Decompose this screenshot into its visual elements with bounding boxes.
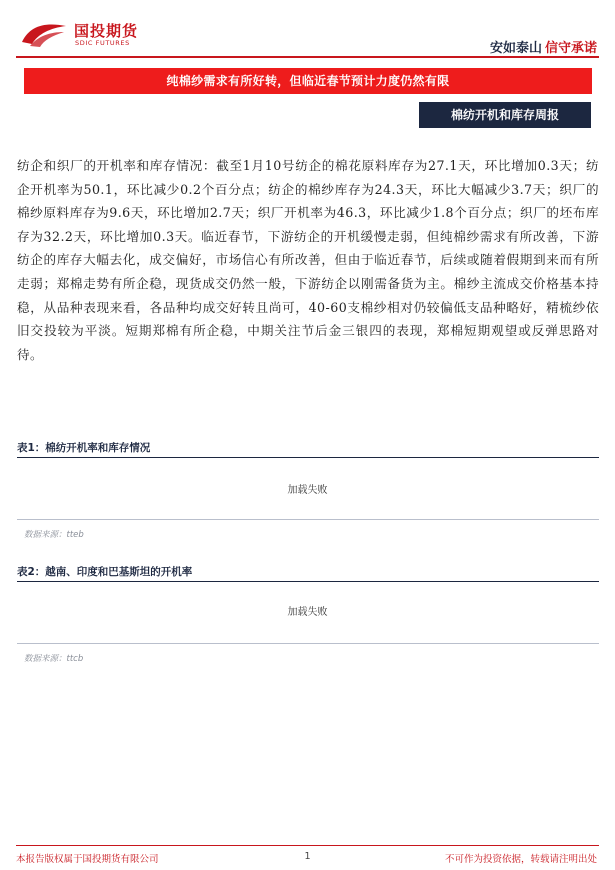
- footer-copyright: 本报告版权属于国投期货有限公司: [16, 854, 159, 865]
- table-1-title: 表1：棉纺开机率和库存情况: [17, 442, 151, 454]
- page-header: [0, 0, 615, 60]
- table-1-load-failed: 加载失败: [287, 485, 328, 496]
- body-paragraph: 纺企和织厂的开机率和库存情况：截至1月10号纺企的棉花原料库存为27.1天，环比增加0.3天；纺企开机率为50.1，环比减少0.2个百分点；纺企的棉纱库存为24.3天，环比大幅减少3.7天；织厂的棉纱原料库存为9.6天，环比增加2.7天；织厂开机率为46.3，环比减少1.8个百分点；织厂的坯布库存为32.2天，环比增加0.3天。临近春节，下游纺企的开机缓慢走弱，但纯棉纱需求有所改善，下游纺企的库存大幅去化，成交偏好，市场信心有所改善，但由于临近春节，后续或随着假期到来而有所走弱；郑棉走势有所企稳，现货成交仍然一般，下游纺企以刚需备货为主。棉纱主流成交价格基本持稳，从品种表现来看，各品种均成交好转且尚可，40-60支棉纱相对仍较偏低支品种略好，精梳纱依旧交投较为平淡。短期郑棉有所企稳，中期关注节后金三银四的表现，郑棉短期观望或反弹思路对待。: [17, 158, 599, 362]
- slogan-part-2: 信守承诺: [544, 41, 597, 56]
- header-divider: [16, 56, 599, 58]
- footer-divider: [16, 845, 599, 846]
- table-1-top-rule: [17, 457, 599, 458]
- sdic-logo-icon: [20, 20, 68, 48]
- table-2-source: 数据来源：ttcb: [24, 654, 84, 664]
- table-2-title: 表2：越南、印度和巴基斯坦的开机率: [17, 566, 193, 578]
- section-tag: 棉纺开机和库存周报: [419, 102, 591, 128]
- company-logo: [20, 18, 150, 52]
- footer-disclaimer: 不可作为投资依据，转载请注明出处: [444, 854, 597, 865]
- logo-english-name: SDIC FUTURES: [75, 39, 130, 47]
- table-2-load-failed: 加载失败: [287, 607, 328, 618]
- logo-chinese-name: 国投期货: [74, 22, 139, 40]
- table-1-source: 数据来源：tteb: [24, 530, 84, 540]
- table-2-bottom-rule: [17, 643, 599, 644]
- company-slogan: [490, 37, 597, 56]
- report-title-banner: 纯棉纱需求有所好转，但临近春节预计力度仍然有限: [24, 68, 592, 94]
- table-1-bottom-rule: [17, 519, 599, 520]
- footer-page-number: 1: [304, 851, 311, 862]
- table-2-top-rule: [17, 581, 599, 582]
- slogan-part-1: 安如泰山: [489, 41, 542, 56]
